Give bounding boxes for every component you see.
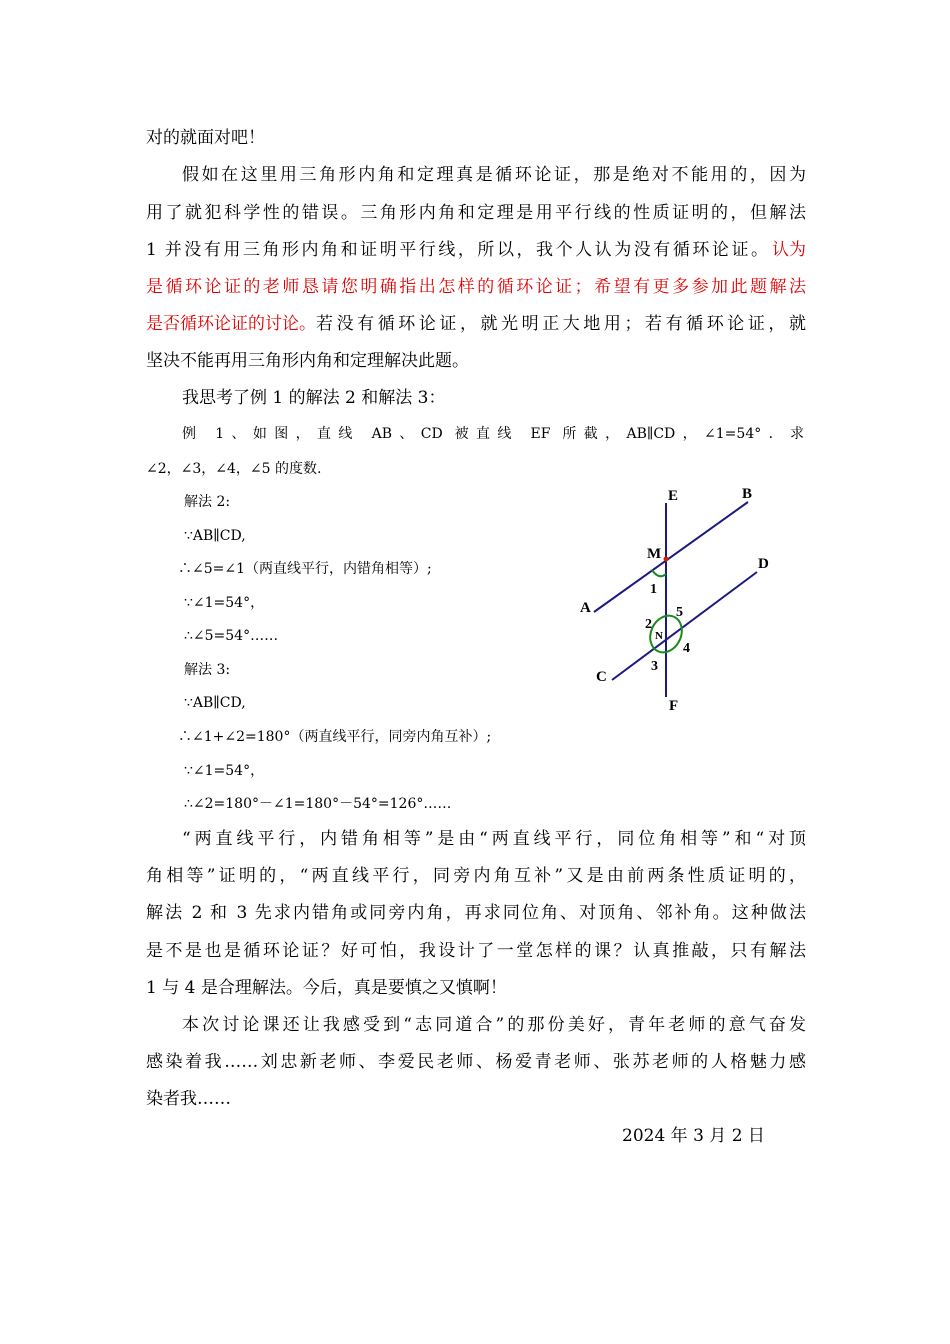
label-f: F [669, 698, 679, 714]
para2-line2: 用了就犯科学性的错误。三角形内角和定理是用平行线的性质证明的，但解法 [146, 203, 806, 223]
solution2-title: 解法 2: [184, 494, 231, 510]
date: 2024 年 3 月 2 日 [622, 1126, 765, 1146]
solution2-step1: ∵AB∥CD, [184, 528, 246, 544]
para2-line6: 坚决不能再用三角形内角和定理解决此题。 [146, 351, 469, 371]
label-b: B [742, 486, 753, 502]
para4-line2: 角相等”证明的，“两直线平行，同旁内角互补”又是由前两条性质证明的， [146, 866, 806, 886]
angle-label-1: 1 [650, 582, 657, 597]
para2-line4-red: 是循环论证的老师恳请您明确指出怎样的循环论证；希望有更多参加此题解法 [146, 277, 806, 297]
solution2-step4: ∴∠5=54°…… [184, 628, 279, 644]
angle-label-2: 2 [645, 617, 652, 632]
example-line1: 例 1、如图，直线 AB、CD 被直线 EF 所截，AB∥CD，∠1=54°．求 [182, 426, 804, 442]
para2-line3 [146, 240, 806, 260]
para2-line3-red: 认为 [772, 240, 806, 260]
solution3-step3: ∵∠1=54°， [184, 763, 265, 779]
para1-line1: 对的就面对吧！ [146, 128, 265, 148]
label-a: A [580, 600, 591, 616]
para2-line3-text: 1 并没有用三角形内角和证明平行线，所以，我个人认为没有循环论证。 [146, 240, 768, 260]
label-n: N [655, 630, 663, 642]
para3-line1: 我思考了例 1 的解法 2 和解法 3： [182, 388, 446, 408]
line-cd [612, 572, 757, 680]
angle-label-4: 4 [683, 641, 690, 656]
para5-line1: 本次讨论课还让我感受到“志同道合”的那份美好，青年老师的意气奋发 [182, 1015, 806, 1035]
solution3-step2: ∴∠1+∠2=180°（两直线平行，同旁内角互补）; [178, 729, 492, 745]
para4-line5: 1 与 4 是合理解法。今后，真是要慎之又慎啊！ [146, 978, 507, 998]
para2-line1: 假如在这里用三角形内角和定理真是循环论证，那是绝对不能用的，因为 [182, 165, 806, 185]
label-e: E [668, 488, 679, 504]
solution3-step4: ∴∠2=180°－∠1=180°－54°=126°…… [184, 796, 452, 812]
angle-label-3: 3 [651, 659, 658, 674]
label-m: M [647, 546, 662, 562]
parallel-lines-diagram [570, 480, 790, 715]
point-m [664, 557, 669, 562]
para5-line2: 感染着我……刘忠新老师、李爱民老师、杨爱青老师、张苏老师的人格魅力感 [146, 1052, 806, 1072]
solution3-step1: ∵AB∥CD, [184, 695, 246, 711]
para2-line5 [146, 314, 806, 334]
para2-line5-red: 是否循环论证的讨论。 [146, 314, 316, 334]
angle-label-5: 5 [676, 605, 683, 620]
angle-1-arc [652, 570, 666, 576]
label-c: C [596, 669, 607, 685]
para4-line4: 是不是也是循环论证？好可怕，我设计了一堂怎样的课？认真推敲，只有解法 [146, 941, 806, 961]
solution2-step2: ∴∠5=∠1（两直线平行，内错角相等）; [178, 561, 432, 577]
solution2-step3: ∵∠1=54°， [184, 595, 265, 611]
solution3-title: 解法 3: [184, 662, 231, 678]
para4-line3: 解法 2 和 3 先求内错角或同旁内角，再求同位角、对顶角、邻补角。这种做法 [146, 903, 806, 923]
label-d: D [758, 556, 769, 572]
para4-line1: “两直线平行，内错角相等”是由“两直线平行，同位角相等”和“对顶 [182, 829, 806, 849]
para5-line3: 染者我…… [146, 1089, 231, 1109]
example-line2: ∠2，∠3，∠4，∠5 的度数. [146, 461, 322, 477]
para2-line5-text: 若没有循环论证，就光明正大地用；若有循环论证，就 [316, 314, 806, 334]
